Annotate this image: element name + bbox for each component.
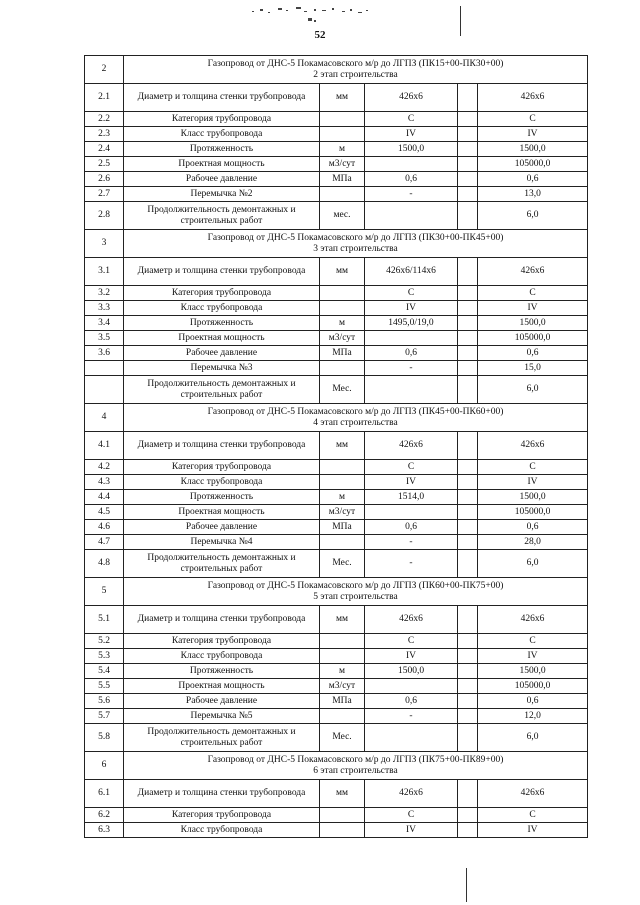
table-row <box>85 535 588 550</box>
value-project: С <box>478 808 588 823</box>
unit <box>320 823 365 838</box>
value-existing: С <box>365 460 458 475</box>
row-number: 4.7 <box>85 535 124 550</box>
parameter-name: Рабочее давление <box>124 346 320 361</box>
parameter-name: Проектная мощность <box>124 505 320 520</box>
value-intermediate <box>458 550 478 578</box>
section-title: Газопровод от ДНС-5 Покамасовского м/р до ЛГПЗ (ПК60+00-ПК75+00) <box>207 581 504 592</box>
pipeline-spec-table <box>84 55 588 838</box>
value-project: 0,6 <box>478 172 588 187</box>
unit: м3/сут <box>320 679 365 694</box>
value-intermediate <box>458 376 478 404</box>
table-row <box>85 316 588 331</box>
section-title-cell <box>124 230 588 258</box>
value-project: 426х6 <box>478 780 588 808</box>
unit <box>320 808 365 823</box>
value-project: IV <box>478 823 588 838</box>
value-existing: 426х6 <box>365 606 458 634</box>
row-number: 5.7 <box>85 709 124 724</box>
value-existing: - <box>365 187 458 202</box>
section-title: Газопровод от ДНС-5 Покамасовского м/р до ЛГПЗ (ПК45+00-ПК60+00) <box>207 407 504 418</box>
row-number: 4.4 <box>85 490 124 505</box>
table-row <box>85 709 588 724</box>
value-intermediate <box>458 346 478 361</box>
value-project: С <box>478 634 588 649</box>
unit: м3/сут <box>320 157 365 172</box>
parameter-name: Перемычка №3 <box>124 361 320 376</box>
value-intermediate <box>458 520 478 535</box>
section-number: 5 <box>85 578 124 606</box>
parameter-name: Рабочее давление <box>124 172 320 187</box>
value-intermediate <box>458 808 478 823</box>
table-row <box>85 724 588 752</box>
row-number: 3.3 <box>85 301 124 316</box>
parameter-name: Диаметр и толщина стенки трубопровода <box>124 606 320 634</box>
parameter-name: Протяженность <box>124 316 320 331</box>
value-project: С <box>478 112 588 127</box>
unit <box>320 475 365 490</box>
row-number: 2.4 <box>85 142 124 157</box>
row-number: 4.3 <box>85 475 124 490</box>
value-project: 1500,0 <box>478 316 588 331</box>
value-project: С <box>478 460 588 475</box>
table-row <box>85 606 588 634</box>
row-number: 3.2 <box>85 286 124 301</box>
table-row <box>85 286 588 301</box>
section-header-row <box>85 230 588 258</box>
section-header-row <box>85 404 588 432</box>
value-existing: IV <box>365 475 458 490</box>
row-number: 3.4 <box>85 316 124 331</box>
value-existing: 426х6 <box>365 84 458 112</box>
section-header-row <box>85 752 588 780</box>
value-existing: 0,6 <box>365 694 458 709</box>
row-number: 2.7 <box>85 187 124 202</box>
value-project: 1500,0 <box>478 490 588 505</box>
unit: м3/сут <box>320 331 365 346</box>
row-number <box>85 361 124 376</box>
parameter-name: Протяженность <box>124 142 320 157</box>
value-project: 0,6 <box>478 520 588 535</box>
unit: Мес. <box>320 376 365 404</box>
parameter-name: Класс трубопровода <box>124 475 320 490</box>
row-number: 5.8 <box>85 724 124 752</box>
page-number: 52 <box>314 29 326 41</box>
value-intermediate <box>458 780 478 808</box>
section-number: 4 <box>85 404 124 432</box>
scan-noise <box>238 2 388 24</box>
value-project: IV <box>478 475 588 490</box>
unit: м3/сут <box>320 505 365 520</box>
parameter-name: Категория трубопровода <box>124 286 320 301</box>
table-row <box>85 679 588 694</box>
table-row <box>85 331 588 346</box>
value-intermediate <box>458 649 478 664</box>
section-number: 3 <box>85 230 124 258</box>
value-project: 6,0 <box>478 202 588 230</box>
value-existing: IV <box>365 127 458 142</box>
unit: м <box>320 142 365 157</box>
parameter-name: Протяженность <box>124 490 320 505</box>
value-intermediate <box>458 172 478 187</box>
value-existing <box>365 331 458 346</box>
unit: МПа <box>320 520 365 535</box>
value-existing: - <box>365 535 458 550</box>
table-row <box>85 432 588 460</box>
section-number: 6 <box>85 752 124 780</box>
value-project: 0,6 <box>478 694 588 709</box>
unit: МПа <box>320 694 365 709</box>
row-number: 2.6 <box>85 172 124 187</box>
row-number: 5.1 <box>85 606 124 634</box>
value-existing: IV <box>365 649 458 664</box>
table-row <box>85 127 588 142</box>
table-row <box>85 808 588 823</box>
row-number: 5.6 <box>85 694 124 709</box>
parameter-name: Перемычка №2 <box>124 187 320 202</box>
value-intermediate <box>458 475 478 490</box>
parameter-name: Класс трубопровода <box>124 823 320 838</box>
table-row <box>85 823 588 838</box>
row-number: 3.5 <box>85 331 124 346</box>
value-existing: 1514,0 <box>365 490 458 505</box>
row-number <box>85 376 124 404</box>
value-intermediate <box>458 112 478 127</box>
section-stage: 4 этап строительства <box>313 417 398 428</box>
value-existing: 1495,0/19,0 <box>365 316 458 331</box>
table-row <box>85 460 588 475</box>
value-existing: 0,6 <box>365 346 458 361</box>
section-stage: 3 этап строительства <box>313 243 398 254</box>
section-header-row <box>85 578 588 606</box>
parameter-name: Диаметр и толщина стенки трубопровода <box>124 780 320 808</box>
unit: м <box>320 490 365 505</box>
value-intermediate <box>458 142 478 157</box>
value-existing: 0,6 <box>365 520 458 535</box>
section-title: Газопровод от ДНС-5 Покамасовского м/р до ЛГПЗ (ПК30+00-ПК45+00) <box>207 233 504 244</box>
parameter-name: Продолжительность демонтажных и строительных работ <box>124 550 320 578</box>
unit: МПа <box>320 346 365 361</box>
section-title-cell <box>124 404 588 432</box>
value-existing: 426х6 <box>365 432 458 460</box>
value-project: 426х6 <box>478 432 588 460</box>
table-row <box>85 361 588 376</box>
table-row <box>85 520 588 535</box>
value-project: 12,0 <box>478 709 588 724</box>
value-existing: С <box>365 634 458 649</box>
table-row <box>85 505 588 520</box>
section-title-cell <box>124 56 588 84</box>
parameter-name: Диаметр и толщина стенки трубопровода <box>124 258 320 286</box>
unit <box>320 112 365 127</box>
value-intermediate <box>458 490 478 505</box>
value-intermediate <box>458 84 478 112</box>
value-intermediate <box>458 679 478 694</box>
table-row <box>85 780 588 808</box>
parameter-name: Категория трубопровода <box>124 808 320 823</box>
table-row <box>85 202 588 230</box>
value-existing: - <box>365 550 458 578</box>
unit: мм <box>320 780 365 808</box>
unit: Мес. <box>320 724 365 752</box>
table-row <box>85 664 588 679</box>
value-existing: 426х6/114х6 <box>365 258 458 286</box>
row-number: 4.5 <box>85 505 124 520</box>
row-number: 4.8 <box>85 550 124 578</box>
row-number: 2.8 <box>85 202 124 230</box>
value-intermediate <box>458 664 478 679</box>
value-intermediate <box>458 361 478 376</box>
table-row <box>85 172 588 187</box>
unit <box>320 535 365 550</box>
parameter-name: Перемычка №4 <box>124 535 320 550</box>
row-number: 6.3 <box>85 823 124 838</box>
value-intermediate <box>458 286 478 301</box>
value-intermediate <box>458 157 478 172</box>
value-existing <box>365 157 458 172</box>
parameter-name: Класс трубопровода <box>124 127 320 142</box>
value-intermediate <box>458 127 478 142</box>
unit <box>320 361 365 376</box>
row-number: 2.5 <box>85 157 124 172</box>
value-existing: 1500,0 <box>365 142 458 157</box>
value-intermediate <box>458 316 478 331</box>
section-title: Газопровод от ДНС-5 Покамасовского м/р до ЛГПЗ (ПК75+00-ПК89+00) <box>207 755 504 766</box>
section-title-cell <box>124 578 588 606</box>
parameter-name: Диаметр и толщина стенки трубопровода <box>124 84 320 112</box>
parameter-name: Проектная мощность <box>124 157 320 172</box>
value-project: С <box>478 286 588 301</box>
table-row <box>85 376 588 404</box>
table-row <box>85 694 588 709</box>
unit <box>320 709 365 724</box>
unit <box>320 301 365 316</box>
value-intermediate <box>458 432 478 460</box>
value-intermediate <box>458 460 478 475</box>
value-project: 6,0 <box>478 376 588 404</box>
value-intermediate <box>458 634 478 649</box>
unit <box>320 187 365 202</box>
value-project: 28,0 <box>478 535 588 550</box>
value-project: 6,0 <box>478 550 588 578</box>
value-existing <box>365 724 458 752</box>
row-number: 6.1 <box>85 780 124 808</box>
row-number: 6.2 <box>85 808 124 823</box>
value-intermediate <box>458 694 478 709</box>
value-project: IV <box>478 127 588 142</box>
section-title-cell <box>124 752 588 780</box>
value-intermediate <box>458 709 478 724</box>
row-number: 2.3 <box>85 127 124 142</box>
value-project: 105000,0 <box>478 679 588 694</box>
parameter-name: Перемычка №5 <box>124 709 320 724</box>
table-row <box>85 346 588 361</box>
unit: мм <box>320 258 365 286</box>
parameter-name: Категория трубопровода <box>124 634 320 649</box>
section-stage: 5 этап строительства <box>313 591 398 602</box>
value-existing: - <box>365 709 458 724</box>
parameter-name: Рабочее давление <box>124 694 320 709</box>
value-intermediate <box>458 724 478 752</box>
value-existing: С <box>365 112 458 127</box>
unit <box>320 127 365 142</box>
section-stage: 6 этап строительства <box>313 765 398 776</box>
value-project: 426х6 <box>478 606 588 634</box>
value-intermediate <box>458 301 478 316</box>
value-existing <box>365 376 458 404</box>
unit: м <box>320 664 365 679</box>
value-intermediate <box>458 823 478 838</box>
value-intermediate <box>458 331 478 346</box>
value-intermediate <box>458 202 478 230</box>
unit <box>320 649 365 664</box>
value-existing <box>365 202 458 230</box>
row-number: 4.1 <box>85 432 124 460</box>
unit: Мес. <box>320 550 365 578</box>
row-number: 4.6 <box>85 520 124 535</box>
unit: МПа <box>320 172 365 187</box>
parameter-name: Категория трубопровода <box>124 112 320 127</box>
unit <box>320 634 365 649</box>
value-intermediate <box>458 606 478 634</box>
unit <box>320 460 365 475</box>
table-row <box>85 550 588 578</box>
section-title: Газопровод от ДНС-5 Покамасовского м/р до ЛГПЗ (ПК15+00-ПК30+00) <box>207 59 504 70</box>
parameter-name: Протяженность <box>124 664 320 679</box>
value-project: 105000,0 <box>478 505 588 520</box>
row-number: 2.1 <box>85 84 124 112</box>
table-row <box>85 649 588 664</box>
value-project: 426х6 <box>478 258 588 286</box>
row-number: 2.2 <box>85 112 124 127</box>
table-row <box>85 157 588 172</box>
value-project: 1500,0 <box>478 664 588 679</box>
section-number: 2 <box>85 56 124 84</box>
value-existing: IV <box>365 301 458 316</box>
value-existing: IV <box>365 823 458 838</box>
table-row <box>85 142 588 157</box>
value-existing <box>365 505 458 520</box>
unit: мм <box>320 432 365 460</box>
value-project: 15,0 <box>478 361 588 376</box>
parameter-name: Проектная мощность <box>124 679 320 694</box>
parameter-name: Продолжительность демонтажных и строительных работ <box>124 724 320 752</box>
value-intermediate <box>458 258 478 286</box>
row-number: 4.2 <box>85 460 124 475</box>
unit <box>320 286 365 301</box>
parameter-name: Диаметр и толщина стенки трубопровода <box>124 432 320 460</box>
value-intermediate <box>458 505 478 520</box>
value-project: 1500,0 <box>478 142 588 157</box>
row-number: 5.3 <box>85 649 124 664</box>
parameter-name: Проектная мощность <box>124 331 320 346</box>
value-existing: - <box>365 361 458 376</box>
section-header-row <box>85 56 588 84</box>
row-number: 5.5 <box>85 679 124 694</box>
value-existing: С <box>365 808 458 823</box>
row-number: 5.4 <box>85 664 124 679</box>
parameter-name: Класс трубопровода <box>124 301 320 316</box>
value-project: 105000,0 <box>478 157 588 172</box>
value-intermediate <box>458 187 478 202</box>
value-project: 0,6 <box>478 346 588 361</box>
value-existing: С <box>365 286 458 301</box>
table-row <box>85 84 588 112</box>
parameter-name: Рабочее давление <box>124 520 320 535</box>
value-existing: 426х6 <box>365 780 458 808</box>
value-project: 6,0 <box>478 724 588 752</box>
table-row <box>85 187 588 202</box>
value-project: 105000,0 <box>478 331 588 346</box>
unit: мм <box>320 84 365 112</box>
table-row <box>85 634 588 649</box>
unit: мес. <box>320 202 365 230</box>
parameter-name: Категория трубопровода <box>124 460 320 475</box>
scan-margin-line <box>466 868 467 902</box>
table-row <box>85 490 588 505</box>
table-row <box>85 258 588 286</box>
value-project: IV <box>478 301 588 316</box>
parameter-name: Продолжительность демонтажных и строительных работ <box>124 376 320 404</box>
row-number: 3.6 <box>85 346 124 361</box>
table-row <box>85 475 588 490</box>
value-project: 426х6 <box>478 84 588 112</box>
parameter-name: Продолжительность демонтажных и строительных работ <box>124 202 320 230</box>
value-existing: 0,6 <box>365 172 458 187</box>
table-row <box>85 301 588 316</box>
value-project: 13,0 <box>478 187 588 202</box>
unit: м <box>320 316 365 331</box>
row-number: 5.2 <box>85 634 124 649</box>
row-number: 3.1 <box>85 258 124 286</box>
table-row <box>85 112 588 127</box>
section-stage: 2 этап строительства <box>313 69 398 80</box>
value-existing: 1500,0 <box>365 664 458 679</box>
value-intermediate <box>458 535 478 550</box>
unit: мм <box>320 606 365 634</box>
value-project: IV <box>478 649 588 664</box>
parameter-name: Класс трубопровода <box>124 649 320 664</box>
value-existing <box>365 679 458 694</box>
